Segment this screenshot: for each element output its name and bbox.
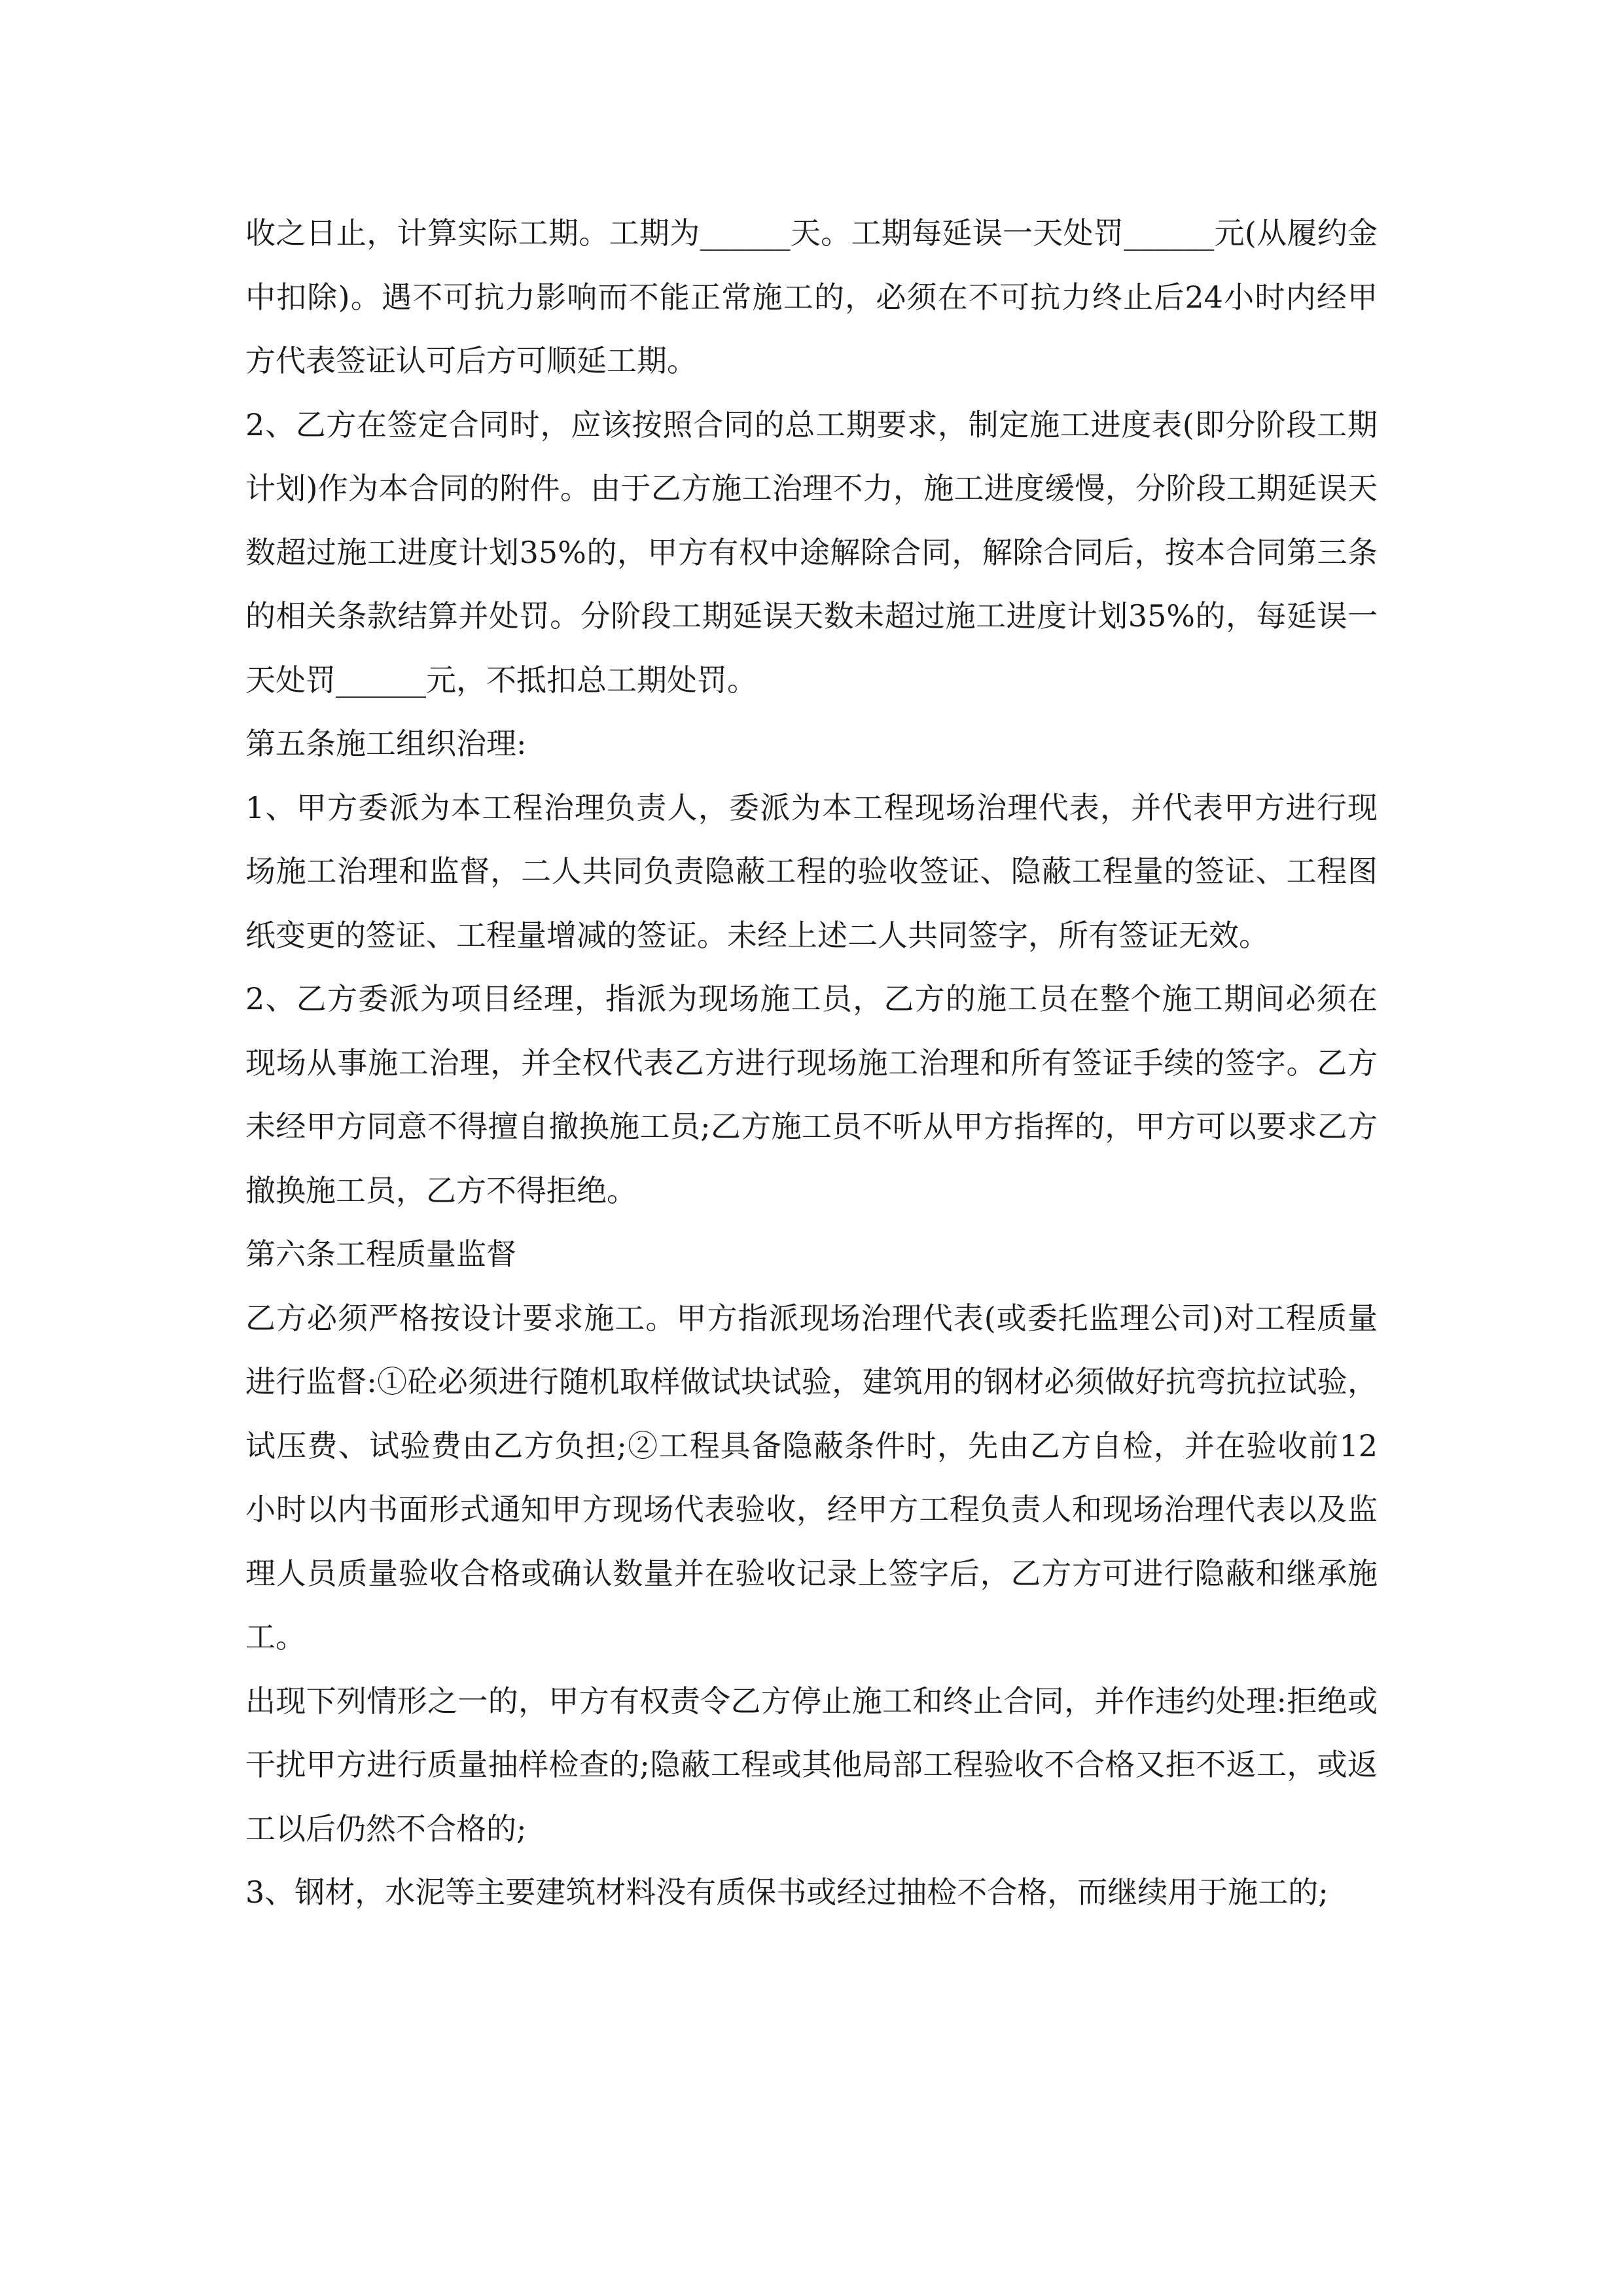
document-body bbox=[245, 202, 1378, 1925]
paragraph-schedule-clause-2: 2、乙方在签定合同时，应该按照合同的总工期要求，制定施工进度表(即分阶段工期计划)作为本合同的附件。由于乙方施工治理不力，施工进度缓慢，分阶段工期延误天数超过施工进度计划35%的，甲方有权中途解除合同，解除合同后，按本合同第三条的相关条款结算并处罚。分阶段工期延误天数未超过施工进度计划35%的，每延误一天处罚______元，不抵扣总工期处罚。 bbox=[245, 406, 1378, 698]
paragraph-article-5-clause-1: 1、甲方委派为本工程治理负责人，委派为本工程现场治理代表，并代表甲方进行现场施工治理和监督，二人共同负责隐蔽工程的验收签证、隐蔽工程量的签证、工程图纸变更的签证、工程量增减的签证。未经上述二人共同签字，所有签证无效。 bbox=[245, 789, 1378, 953]
paragraph-construction-period: 收之日止，计算实际工期。工期为______天。工期每延误一天处罚______元(从履约金中扣除)。遇不可抗力影响而不能正常施工的，必须在不可抗力终止后24小时内经甲方代表签证认可后方可顺延工期。 bbox=[245, 215, 1378, 378]
heading-article-6: 第六条工程质量监督 bbox=[245, 1236, 516, 1272]
paragraph-breach-clause-3: 3、钢材，水泥等主要建筑材料没有质保书或经过抽检不合格，而继续用于施工的; bbox=[245, 1874, 1329, 1910]
paragraph-article-6-body: 乙方必须严格按设计要求施工。甲方指派现场治理代表(或委托监理公司)对工程质量进行监督:①砼必须进行随机取样做试块试验，建筑用的钢材必须做好抗弯抗拉试验，试压费、试验费由乙方负担;②工程具备隐蔽条件时，先由乙方自检，并在验收前12小时以内书面形式通知甲方现场代表验收，经甲方工程负责人和现场治理代表以及监理人员质量验收合格或确认数量并在验收记录上签字后，乙方方可进行隐蔽和继承施工。 bbox=[245, 1300, 1378, 1655]
paragraph-breach-conditions: 出现下列情形之一的，甲方有权责令乙方停止施工和终止合同，并作违约处理:拒绝或干扰甲方进行质量抽样检查的;隐蔽工程或其他局部工程验收不合格又拒不返工，或返工以后仍然不合格的; bbox=[245, 1683, 1378, 1846]
paragraph-article-5-clause-2: 2、乙方委派为项目经理，指派为现场施工员，乙方的施工员在整个施工期间必须在现场从事施工治理，并全权代表乙方进行现场施工治理和所有签证手续的签字。乙方未经甲方同意不得擅自撤换施工员;乙方施工员不听从甲方指挥的，甲方可以要求乙方撤换施工员，乙方不得拒绝。 bbox=[245, 981, 1378, 1208]
heading-article-5: 第五条施工组织治理: bbox=[245, 726, 527, 761]
